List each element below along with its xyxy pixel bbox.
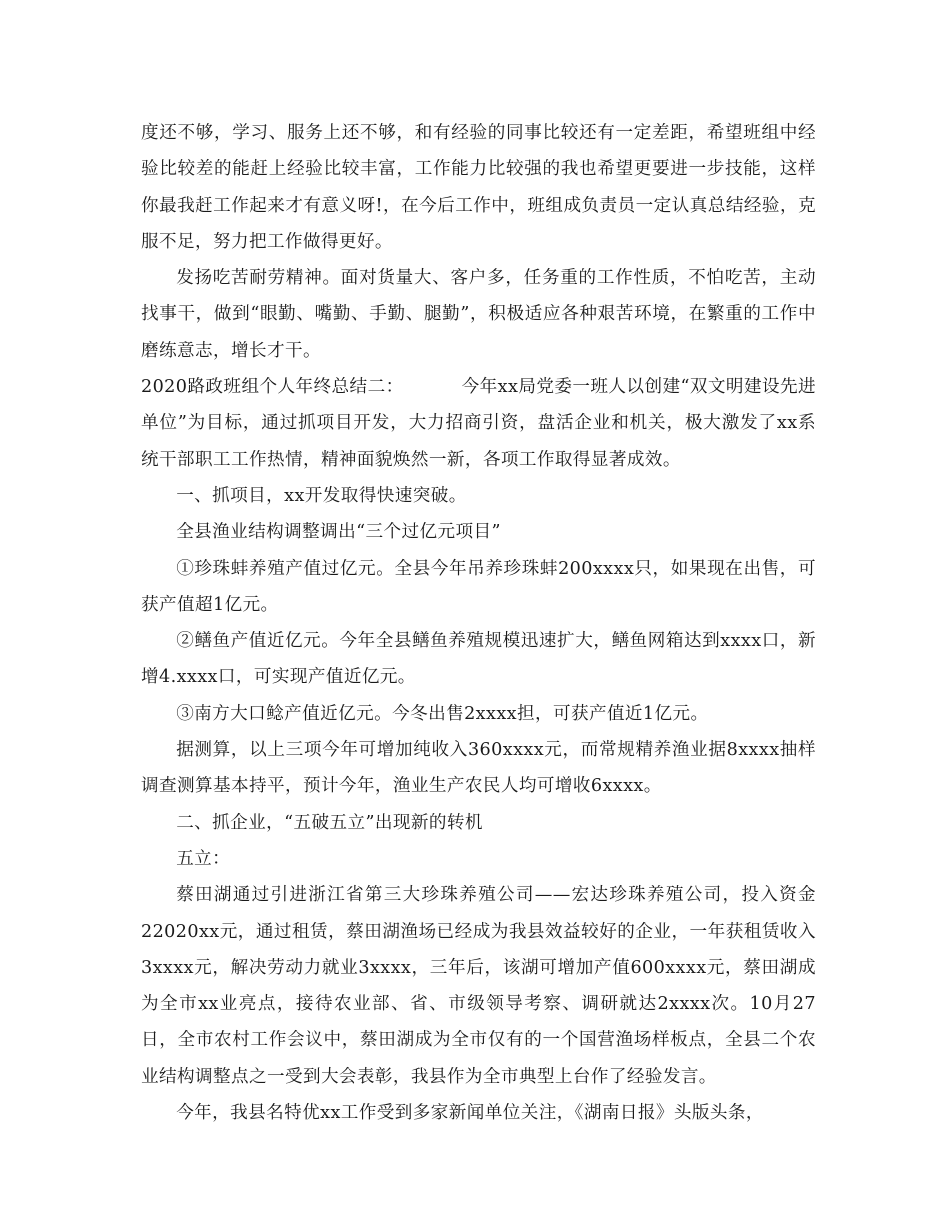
- paragraph-12: 蔡田湖通过引进浙江省第三大珍珠养殖公司——宏达珍珠养殖公司，投入资金22020xx元，通过租赁，蔡田湖渔场已经成为我县效益较好的企业，一年获租赁收入3xxxx元，解决劳动力就业3xxxx，三年后，该湖可增加产值600xxxx元，蔡田湖成为全市xx业亮点，接待农业部、省、市级领导考察、调研就达2xxxx次。10月27日，全市农村工作会议中，蔡田湖成为全市仅有的一个国营渔场样板点，全县二个农业结构调整点之一受到大会表彰，我县作为全市典型上台作了经验发言。: [141, 885, 816, 1087]
- paragraph-1: 度还不够，学习、服务上还不够，和有经验的同事比较还有一定差距，希望班组中经验比较差的能赶上经验比较丰富，工作能力比较强的我也希望更要进一步技能，这样你最我赶工作起来才有意义呀!，在今后工作中，班组成负责员一定认真总结经验，克服不足，努力把工作做得更好。: [141, 123, 816, 252]
- paragraph-10: 二、抓企业，“五破五立”出现新的转机: [176, 812, 483, 833]
- paragraph-7: ②鳝鱼产值近亿元。今年全县鳝鱼养殖规模迅速扩大，鳝鱼网箱达到xxxx口，新增4.xxxx口，可实现产值近亿元。: [141, 631, 816, 688]
- paragraph-8: ③南方大口鲶产值近亿元。今冬出售2xxxx担，可获产值近1亿元。: [176, 703, 709, 724]
- paragraph-6: ①珍珠蚌养殖产值过亿元。全县今年吊养珍珠蚌200xxxx只，如果现在出售，可获产值超1亿元。: [141, 558, 816, 615]
- document-page: [141, 115, 816, 1131]
- paragraph-3: [141, 369, 816, 478]
- paragraph-4: 一、抓项目，xx开发取得快速突破。: [176, 485, 467, 506]
- paragraph-2: 发扬吃苦耐劳精神。面对货量大、客户多，任务重的工作性质，不怕吃苦，主动找事干，做到“眼勤、嘴勤、手勤、腿勤”，积极适应各种艰苦环境，在繁重的工作中磨练意志，增长才干。: [141, 268, 816, 361]
- paragraph-9: 据测算，以上三项今年可增加纯收入360xxxx元，而常规精养渔业据8xxxx抽样调查测算基本持平，预计今年，渔业生产农民人均可增收6xxxx。: [141, 740, 816, 797]
- paragraph-11: 五立：: [176, 848, 231, 869]
- section-title: 2020路政班组个人年终总结二：: [141, 377, 404, 398]
- section-intro-text: 今年xx局党委一班人以创建“双文明建设先进单位”为目标，通过抓项目开发，大力招商引资，盘活企业和机关，极大激发了xx系统干部职工工作热情，精神面貌焕然一新，各项工作取得显著成效。: [141, 377, 816, 470]
- paragraph-5: 全县渔业结构调整调出“三个过亿元项目”: [176, 522, 501, 543]
- paragraph-13: 今年，我县名特优xx工作受到多家新闻单位关注，《湖南日报》头版头条，: [176, 1103, 764, 1124]
